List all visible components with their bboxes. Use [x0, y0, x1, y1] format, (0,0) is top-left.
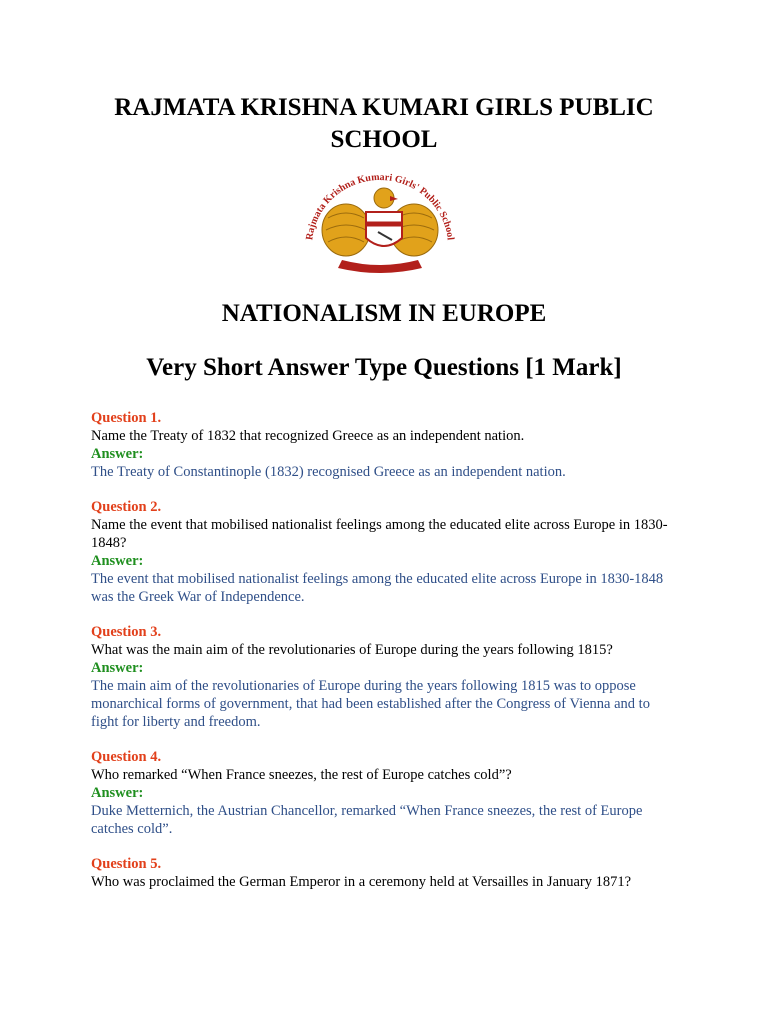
answer-label: Answer: — [91, 446, 144, 462]
school-name: RAJMATA KRISHNA KUMARI GIRLS PUBLIC SCHOOL — [114, 94, 654, 153]
question-label: Question 4. — [91, 749, 162, 765]
question-label: Question 3. — [91, 624, 162, 640]
answer-text: The event that mobilised nationalist feelings among the educated elite across Europe in 1830-1848 was the Greek War of Independence. — [91, 571, 664, 605]
question-5 — [91, 855, 680, 891]
question-text: Who was proclaimed the German Emperor in a ceremony held at Versailles in January 1871? — [91, 874, 632, 890]
question-label: Question 2. — [91, 499, 162, 515]
question-3 — [91, 623, 680, 731]
section-title: Very Short Answer Type Questions [1 Mark] — [146, 354, 622, 381]
question-label: Question 5. — [91, 856, 162, 872]
question-list — [91, 409, 680, 908]
answer-text: Duke Metternich, the Austrian Chancellor, remarked “When France sneezes, the rest of Europe catches cold”. — [91, 803, 643, 837]
question-1 — [91, 409, 680, 481]
answer-label: Answer: — [91, 785, 144, 801]
question-text: Name the event that mobilised nationalist feelings among the educated elite across Europe in 1830-1848? — [91, 517, 668, 551]
answer-text: The main aim of the revolutionaries of Europe during the years following 1815 was to oppose monarchical forms of government, that had been established after the Congress of Vienna and to fight for liberty and freedom. — [91, 678, 650, 730]
question-text: Who remarked “When France sneezes, the rest of Europe catches cold”? — [91, 767, 512, 783]
answer-label: Answer: — [91, 553, 144, 569]
answer-text: The Treaty of Constantinople (1832) recognised Greece as an independent nation. — [91, 464, 566, 480]
question-text: What was the main aim of the revolutionaries of Europe during the years following 1815? — [91, 642, 613, 658]
answer-label: Answer: — [91, 660, 144, 676]
question-4 — [91, 748, 680, 838]
logo-ring-text: Rajmata Krishna Kumari Girls' Public School — [304, 171, 456, 241]
question-2 — [91, 498, 680, 606]
school-logo — [294, 168, 466, 276]
question-label: Question 1. — [91, 410, 162, 426]
question-text: Name the Treaty of 1832 that recognized Greece as an independent nation. — [91, 428, 525, 444]
chapter-title: NATIONALISM IN EUROPE — [221, 300, 547, 327]
